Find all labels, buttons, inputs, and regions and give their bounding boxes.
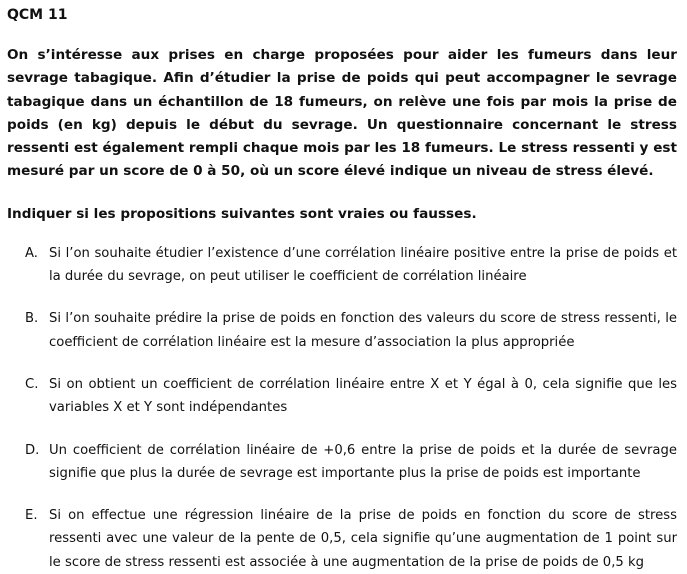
proposition-letter: A.: [25, 245, 38, 261]
proposition-text: Si on effectue une régression linéaire de la prise de poids en fonction du score de stress ressenti avec une valeur de la pente de 0,5, cela signifie qu’une augmentation de 1 point sur le score de stress ressenti est associée à une augmentation de la prise de poids de 0,5 kg: [49, 508, 677, 570]
proposition-list: [7, 242, 677, 574]
proposition-e: [7, 504, 677, 574]
proposition-d: [7, 439, 677, 486]
question-title: QCM 11: [7, 7, 68, 23]
proposition-text: Si l’on souhaite étudier l’existence d’une corrélation linéaire positive entre la prise de poids et la durée du sevrage, on peut utiliser le coefficient de corrélation linéaire: [49, 245, 677, 285]
proposition-c: [7, 373, 677, 420]
proposition-text: Si on obtient un coefficient de corrélation linéaire entre X et Y égal à 0, cela signifie que les variables X et Y sont indépendantes: [49, 376, 677, 416]
proposition-letter: B.: [25, 311, 39, 327]
proposition-b: [7, 307, 677, 354]
proposition-letter: E.: [25, 508, 38, 524]
proposition-text: Un coefficient de corrélation linéaire de +0,6 entre la prise de poids et la durée de sevrage signifie que plus la durée de sevrage est importante plus la prise de poids est importante: [49, 442, 677, 481]
proposition-text: Si l’on souhaite prédire la prise de poids en fonction des valeurs du score de stress ressenti, le coefficient de corrélation linéaire est la mesure d’association la plus appropriée: [49, 311, 677, 350]
proposition-letter: D.: [25, 442, 40, 458]
question-instruction: Indiquer si les propositions suivantes sont vraies ou fausses.: [7, 205, 477, 222]
proposition-a: [7, 242, 677, 289]
question-intro: On s’intéresse aux prises en charge proposées pour aider les fumeurs dans leur sevrage tabagique. Afin d’étudier la prise de poids qui peut accompagner le sevrage tabagique dans un échantillon de 18 fumeurs, on relève une fois par mois la prise de poids (en kg) depuis le début du sevrage. Un questionnaire concernant le stress ressenti est également rempli chaque mois par les 18 fumeurs. Le stress ressenti y est mesuré par un score de 0 à 50, où un score élevé indique un niveau de stress élevé.: [7, 47, 677, 180]
proposition-letter: C.: [25, 376, 39, 392]
